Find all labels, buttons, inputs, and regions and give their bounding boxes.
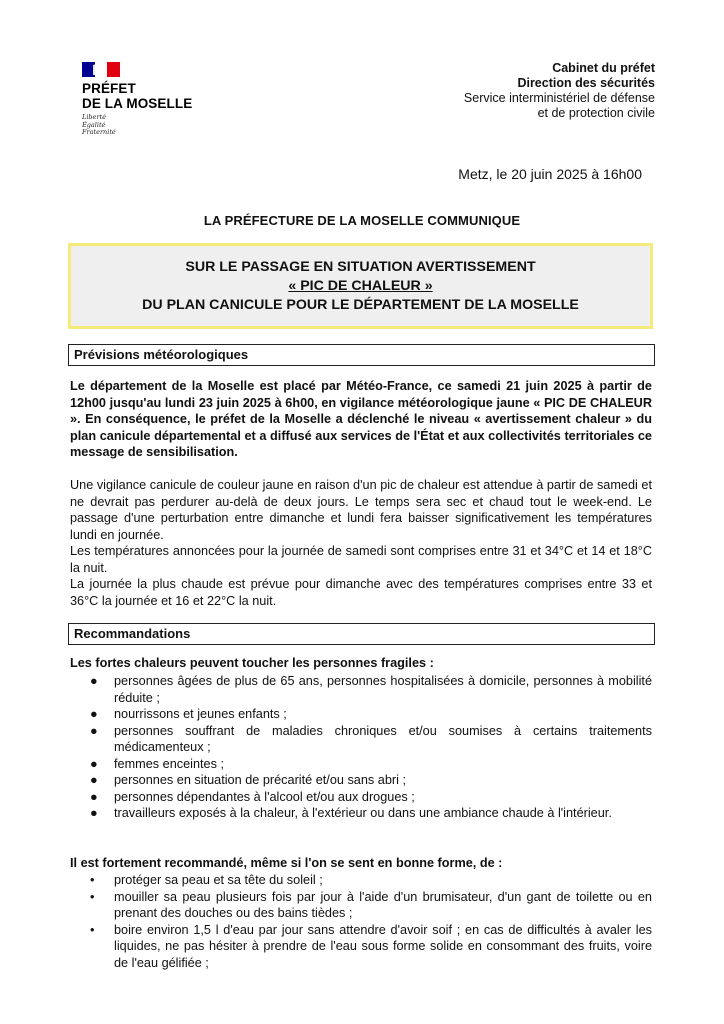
- section-heading-previsions: Prévisions météorologiques: [68, 344, 655, 366]
- previsions-paragraph-1: Une vigilance canicule de couleur jaune en raison d'un pic de chaleur est attendue à partir de samedi et ne devrait pas perdurer au-delà de deux jours. Le temps sera sec et chaud tout le week-end. Le passage d'une perturbation entre dimanche et lundi fera baisser significativement les températures lundi en journée.: [70, 478, 652, 542]
- bullet-icon: ●: [90, 773, 98, 787]
- list-item: ● personnes dépendantes à l'alcool et/ou aux drogues ;: [90, 789, 415, 804]
- list-item: ● personnes souffrant de maladies chroniques et/ou soumises à certains traitements médicamenteux ;: [90, 723, 652, 754]
- bullet-icon: ●: [90, 723, 98, 738]
- bullet-icon: ●: [90, 756, 98, 771]
- communique-heading: LA PRÉFECTURE DE LA MOSELLE COMMUNIQUE: [203, 213, 521, 228]
- list-item: ● femmes enceintes ;: [90, 756, 225, 771]
- list-item: • mouiller sa peau plusieurs fois par jour à l'aide d'un brumisateur, d'un gant de toilette ou en prenant des douches ou des bains tièdes ;: [90, 889, 652, 920]
- fragiles-title: Les fortes chaleurs peuvent toucher les personnes fragiles :: [70, 656, 434, 670]
- list-item: ● nourrissons et jeunes enfants ;: [90, 707, 287, 721]
- conseils-list: [70, 872, 652, 971]
- prefecture-logo: [82, 62, 202, 137]
- list-item: • boire environ 1,5 l d'eau par jour sans attendre d'avoir soif ; en cas de difficultés à avaler les liquides, ne pas hésiter à prendre de l'eau sous forme solide en consommant des fruits, voire de l'eau gélifiée ;: [90, 922, 652, 970]
- section-heading-recommandations: Recommandations: [68, 623, 655, 645]
- republic-motto: [82, 114, 202, 137]
- bullet-icon: ●: [90, 674, 98, 688]
- motto-fraternite: Fraternité: [82, 128, 116, 136]
- previsions-paragraph-2: Les températures annoncées pour la journée de samedi sont comprises entre 31 et 34°C et 14 et 18°C la nuit.: [70, 544, 652, 575]
- list-item: ● personnes âgées de plus de 65 ans, personnes hospitalisées à domicile, personnes à mobilité réduite ;: [90, 674, 652, 705]
- bullet-icon: ●: [90, 707, 98, 721]
- fragiles-list: [70, 673, 652, 822]
- list-item: ● travailleurs exposés à la chaleur, à l'extérieur ou dans une ambiance chaude à l'intérieur.: [90, 806, 612, 820]
- bullet-icon: •: [90, 873, 95, 887]
- sender-service-line1: Service interministériel de défense: [463, 91, 655, 105]
- dateline: Metz, le 20 juin 2025 à 16h00: [458, 166, 642, 182]
- sender-direction: Direction des sécurités: [517, 76, 655, 90]
- logo-line-moselle: DE LA MOSELLE: [82, 96, 193, 111]
- sender-cabinet: Cabinet du préfet: [552, 61, 655, 75]
- title-line1: SUR LE PASSAGE EN SITUATION AVERTISSEMENT: [185, 259, 536, 275]
- bullet-icon: •: [90, 922, 95, 937]
- previsions-body: [70, 477, 652, 609]
- bullet-icon: ●: [90, 806, 98, 820]
- conseils-title: Il est fortement recommandé, même si l'on se sent en bonne forme, de :: [70, 856, 503, 870]
- motto-egalite: Égalité: [82, 120, 106, 129]
- title-line3: DU PLAN CANICULE POUR LE DÉPARTEMENT DE LA MOSELLE: [142, 297, 579, 313]
- previsions-paragraph-3: La journée la plus chaude est prévue pour dimanche avec des températures comprises entre 33 et 36°C la journée et 16 et 22°C la nuit.: [70, 577, 652, 608]
- motto-liberte: Liberté: [82, 113, 106, 121]
- bullet-icon: •: [90, 889, 95, 904]
- title-line2: « PIC DE CHALEUR »: [288, 278, 433, 294]
- previsions-intro: Le département de la Moselle est placé par Météo-France, ce samedi 21 juin 2025 à partir de 12h00 jusqu'au lundi 23 juin 2025 à 6h00, en vigilance météorologique jaune « PIC DE CHALEUR ». En conséquence, le préfet de la Moselle a déclenché le niveau « avertissement chaleur » du plan canicule départemental et a diffusé aux services de l'État et aux collectivités territoriales ce message de sensibilisation.: [70, 379, 652, 459]
- marianne-flag-icon: [82, 62, 120, 77]
- title-box: [68, 243, 653, 329]
- sender-service-line2: et de protection civile: [537, 106, 655, 120]
- logo-line-prefet: PRÉFET: [82, 81, 136, 96]
- list-item: • protéger sa peau et sa tête du soleil ;: [90, 873, 323, 887]
- sender-block: [464, 61, 655, 121]
- list-item: ● personnes en situation de précarité et/ou sans abri ;: [90, 773, 406, 787]
- bullet-icon: ●: [90, 789, 98, 804]
